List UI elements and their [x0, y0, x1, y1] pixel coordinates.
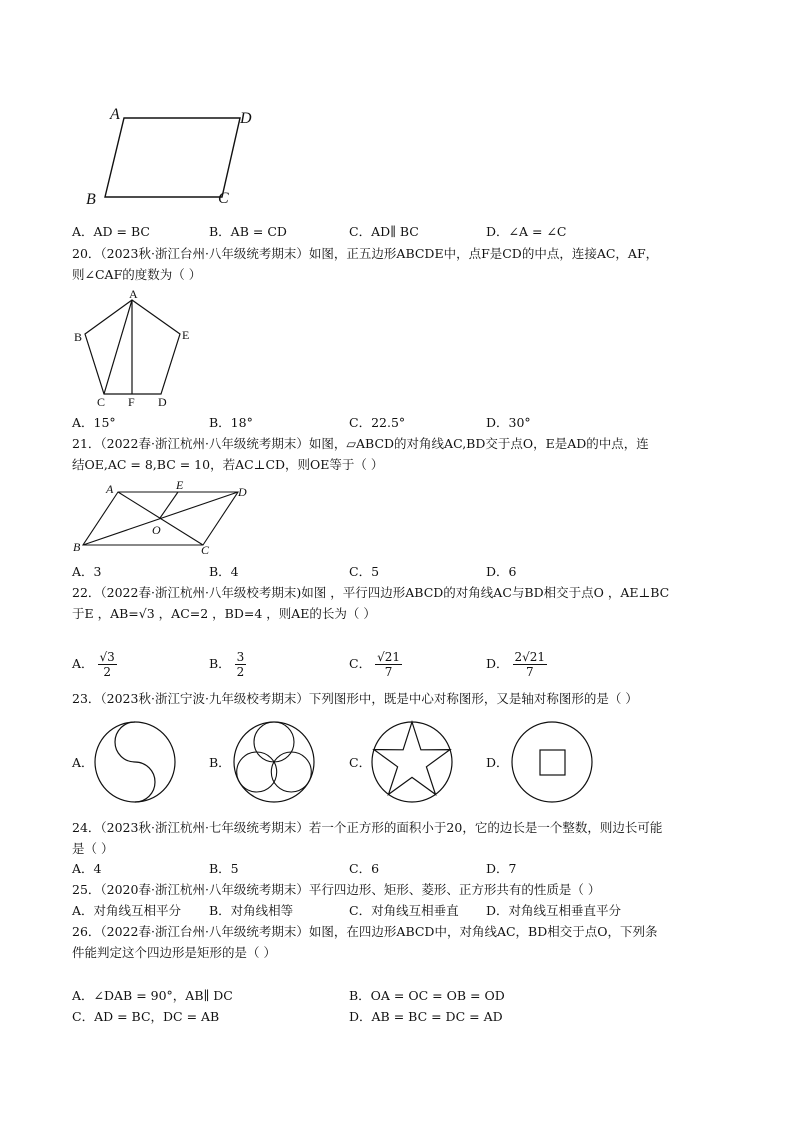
q20-label-e: E	[182, 328, 190, 342]
q22-option-b-denominator: 2	[236, 665, 245, 679]
q22-stem-line2: 于E ，AB=√3 ，AC=2 ，BD=4 ，则AE的长为（ ）	[72, 606, 376, 621]
q22-option-a-letter: A．	[72, 656, 94, 671]
q23-option-b-label: B．	[209, 755, 231, 770]
q21-stem-line1: 21．（2022春·浙江杭州·八年级统考期末）如图，▱ABCD的对角线AC,BD交于点O，E是AD的中点，连	[72, 436, 649, 451]
q22-option-a-numerator: √3	[99, 650, 115, 664]
q23-option-d-label: D．	[486, 755, 509, 770]
q24-option-c: C．6	[349, 861, 380, 876]
q23-option-d-square-figure	[512, 722, 592, 802]
q20-stem-line1: 20．（2023秋·浙江台州·八年级统考期末）如图，正五边形ABCDE中，点F是CD的中点，连接AC，AF，	[72, 246, 659, 261]
q19-option-d: D．∠A = ∠C	[486, 224, 567, 239]
q21-option-d: D．6	[486, 564, 517, 579]
q25-option-c: C．对角线互相垂直	[349, 903, 459, 918]
q20-label-d: D	[158, 395, 167, 409]
q26-stem-line1: 26．（2022春·浙江台州·八年级统考期末）如图，在四边形ABCD中，对角线AC，BD相交于点O，下列条	[72, 924, 658, 939]
q24-option-d: D．7	[486, 861, 517, 876]
q20-option-c: C．22.5°	[349, 415, 406, 430]
q19-option-c: C．AD∥ BC	[349, 224, 419, 239]
q26-option-a: A．∠DAB = 90°，AB∥ DC	[72, 988, 233, 1003]
q22-option-b-numerator: 3	[236, 650, 245, 664]
q25-option-b: B．对角线相等	[209, 903, 294, 918]
q23-option-b-trefoil-figure	[234, 722, 314, 802]
q21-option-b: B．4	[209, 564, 239, 579]
q26-option-b: B．OA = OC = OB = OD	[349, 988, 505, 1003]
q19-label-b: B	[86, 191, 96, 208]
q21-label-c: C	[201, 543, 210, 557]
q24-stem-line1: 24．（2023秋·浙江杭州·七年级统考期末）若一个正方形的面积小于20，它的边长是一个整数，则边长可能	[72, 820, 663, 835]
q20-label-a: A	[129, 287, 138, 301]
q20-stem-line2: 则∠CAF的度数为（ ）	[72, 267, 202, 282]
q21-label-d: D	[238, 485, 247, 499]
q22-option-c-denominator: 7	[384, 665, 393, 679]
q26-stem-line2: 件能判定这个四边形是矩形的是（ ）	[72, 945, 276, 960]
q19-label-c: C	[218, 190, 229, 207]
q21-option-a: A．3	[72, 564, 102, 579]
q25-option-a: A．对角线互相平分	[72, 903, 182, 918]
q20-option-d: D．30°	[486, 415, 531, 430]
q25-stem-line1: 25．（2020春·浙江杭州·八年级统考期末）平行四边形、矩形、菱形、正方形共有的性质是（ ）	[72, 882, 601, 897]
q23-option-a-label: A．	[72, 755, 94, 770]
q25-option-d: D．对角线互相垂直平分	[486, 903, 622, 918]
q22-option-d-numerator: 2√21	[514, 650, 546, 664]
q23-option-a-yinyang-figure	[95, 722, 175, 802]
q24-stem-line2: 是（ ）	[72, 841, 114, 856]
q22-option-a-denominator: 2	[103, 665, 111, 679]
q19-label-a: A	[110, 106, 120, 123]
q23-stem-line1: 23．（2023秋·浙江宁波·九年级校考期末）下列图形中，既是中心对称图形，又是轴对称图形的是（ ）	[72, 691, 638, 706]
q19-label-d: D	[240, 110, 252, 127]
q22-option-c-numerator: √21	[377, 650, 400, 664]
q22-option-c-letter: C．	[349, 656, 372, 671]
q24-option-b: B．5	[209, 861, 239, 876]
q26-option-d: D．AB = BC = DC = AD	[349, 1009, 503, 1024]
q19-option-a: A．AD = BC	[72, 224, 150, 239]
q23-option-c-star-figure	[372, 722, 452, 802]
q24-option-a: A．4	[72, 861, 102, 876]
q21-label-e: E	[176, 478, 184, 492]
q21-stem-line2: 结OE,AC = 8,BC = 10，若AC⊥CD，则OE等于（ ）	[72, 457, 384, 472]
q21-label-a: A	[106, 482, 114, 496]
q22-option-d-letter: D．	[486, 656, 509, 671]
q20-label-b: B	[74, 330, 83, 344]
q20-label-f: F	[128, 395, 135, 409]
q23-option-c-label: C．	[349, 755, 372, 770]
q22-stem-line1: 22．（2022春·浙江杭州·八年级校考期末)如图 ，平行四边形ABCD的对角线AC与BD相交于点O ，AE⊥BC	[72, 585, 670, 600]
q21-label-b: B	[73, 540, 81, 554]
q20-option-a: A．15°	[72, 415, 116, 430]
q26-option-c: C．AD = BC，DC = AB	[72, 1009, 220, 1024]
q20-option-b: B．18°	[209, 415, 253, 430]
q19-option-b: B．AB = CD	[209, 224, 287, 239]
q22-option-d-denominator: 7	[525, 665, 534, 679]
q20-label-c: C	[97, 395, 106, 409]
q22-option-b-letter: B．	[209, 656, 231, 671]
q21-option-c: C．5	[349, 564, 380, 579]
q21-label-o: O	[152, 523, 161, 537]
